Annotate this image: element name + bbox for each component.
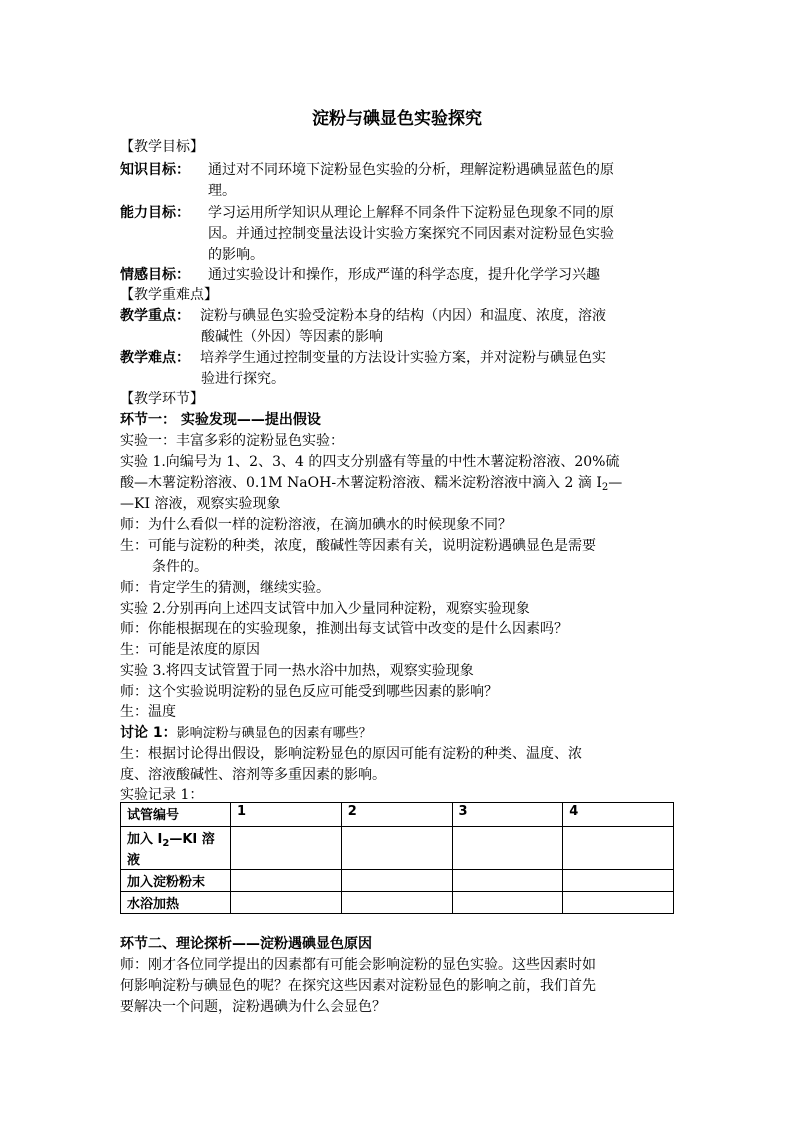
table-header-cell: 1 (231, 803, 342, 827)
teacher-q4: 师：这个实验说明淀粉的显色反应可能受到哪些因素的影响？ (120, 684, 498, 700)
difficulty-text-1: 培养学生通过控制变量的方法设计实验方案，并对淀粉与碘显色实 (200, 350, 606, 366)
row-label-part: 液 (127, 853, 141, 868)
teacher-q3: 师：你能根据现在的实验现象，推测出每支试管中改变的是什么因素吗？ (120, 621, 568, 637)
table-cell (231, 892, 342, 914)
exp1-line-2-text: 酸—木薯淀粉溶液、0.1M NaOH-木薯淀粉溶液、糯米淀粉溶液中滴入 2 滴 I (120, 475, 602, 491)
exp1-line-3: —KI 溶液，观察实验现象 (120, 496, 281, 512)
student-a3: 生：温度 (120, 704, 176, 720)
teacher-q5-line-1: 师：刚才各位同学提出的因素都有可能会影响淀粉的显色实验。这些因素时如 (120, 957, 596, 973)
row-label-part: —KI 溶 (169, 832, 215, 847)
focus-label: 教学重点： (120, 308, 190, 324)
row-label-sub: 2 (162, 838, 170, 849)
table-header-cell: 2 (341, 803, 452, 827)
step2-title: 环节二、理论探析——淀粉遇碘显色原因 (120, 936, 372, 952)
table-cell (563, 870, 674, 892)
discussion-1 (120, 723, 372, 744)
difficulty-text-2: 验进行探究。 (201, 371, 285, 387)
goals-header: 【教学目标】 (120, 139, 204, 155)
teacher-q5-line-2: 何影响淀粉与碘显色的呢？在探究这些因素对淀粉显色的影响之前，我们首先 (120, 978, 596, 994)
table-cell (563, 827, 674, 870)
table-row-label: 水浴加热 (121, 892, 231, 914)
key-header: 【教学重难点】 (120, 287, 218, 303)
emotion-label: 情感目标： (120, 267, 190, 283)
teacher-q5-line-3: 要解决一个问题，淀粉遇碘为什么会显色？ (120, 999, 386, 1015)
ability-text-3: 的影响。 (208, 247, 264, 263)
exp3: 实验 3.将四支试管置于同一热水浴中加热，观察实验现象 (120, 663, 474, 679)
table-cell (341, 827, 452, 870)
table-row (121, 803, 674, 827)
process-header: 【教学环节】 (120, 391, 204, 407)
table-row-label: 加入淀粉粉末 (121, 870, 231, 892)
student-a1-line-2: 条件的。 (152, 559, 208, 575)
student-a1-line-1: 生：可能与淀粉的种类，浓度，酸碱性等因素有关，说明淀粉遇碘显色是需要 (120, 538, 596, 554)
focus-text-2: 酸碱性（外因）等因素的影响 (201, 329, 383, 345)
step1-title: 环节一： 实验发现——提出假设 (120, 412, 321, 428)
row-label-part: 加入 I (127, 832, 163, 847)
difficulty-label: 教学难点： (120, 350, 190, 366)
table-cell (341, 870, 452, 892)
knowledge-goal (120, 160, 614, 180)
table-row (121, 870, 674, 892)
table-cell (452, 892, 563, 914)
teacher-q1: 师：为什么看似一样的淀粉溶液，在滴加碘水的时候现象不同？ (120, 517, 512, 533)
experiment-record-table (120, 802, 674, 914)
exp1-title: 实验一：丰富多彩的淀粉显色实验： (120, 433, 344, 449)
exp1-line-1: 实验 1.向编号为 1、2、3、4 的四支分别盛有等量的中性木薯淀粉溶液、20%硫 (120, 454, 620, 470)
teaching-focus (120, 306, 606, 326)
page-title: 淀粉与碘显色实验探究 (312, 109, 482, 129)
emotion-goal (120, 265, 600, 285)
table-cell (452, 827, 563, 870)
exp2: 实验 2.分别再向上述四支试管中加入少量同种淀粉，观察实验现象 (120, 601, 530, 617)
table-cell (563, 892, 674, 914)
exp1-line-2-tail: — (608, 475, 623, 491)
table-header-cell: 4 (563, 803, 674, 827)
table-row (121, 892, 674, 914)
ability-text-1: 学习运用所学知识从理论上解释不同条件下淀粉显色现象不同的原 (208, 205, 614, 221)
discussion-label: 讨论 1： (120, 725, 177, 741)
ability-text-2: 因。并通过控制变量法设计实验方案探究不同因素对淀粉显色实验 (208, 226, 614, 242)
table-header-cell: 试管编号 (121, 803, 231, 827)
table-row-label (121, 827, 231, 870)
ability-goal (120, 203, 614, 223)
table-cell (341, 892, 452, 914)
teaching-difficulty (120, 348, 606, 368)
table-cell (231, 827, 342, 870)
knowledge-text-1: 通过对不同环境下淀粉显色实验的分析，理解淀粉遇碘显蓝色的原 (208, 162, 614, 178)
table-header-cell: 3 (452, 803, 563, 827)
teacher-q2: 师：肯定学生的猜测，继续实验。 (120, 580, 330, 596)
emotion-text-1: 通过实验设计和操作，形成严谨的科学态度，提升化学学习兴趣 (208, 267, 600, 283)
student-a4-line-2: 度、溶液酸碱性、溶剂等多重因素的影响。 (120, 767, 386, 783)
discussion-text: 影响淀粉与碘显色的因素有哪些？ (176, 726, 372, 741)
knowledge-label: 知识目标： (120, 162, 190, 178)
student-a2: 生：可能是浓度的原因 (120, 642, 260, 658)
exp1-line-2-sub: 2 (601, 482, 609, 493)
table-row (121, 827, 674, 870)
table-cell (452, 870, 563, 892)
focus-text-1: 淀粉与碘显色实验受淀粉本身的结构（内因）和温度、浓度，溶液 (200, 308, 606, 324)
student-a4-line-1: 生：根据讨论得出假设，影响淀粉显色的原因可能有淀粉的种类、温度、浓 (120, 746, 582, 762)
ability-label: 能力目标： (120, 205, 190, 221)
table-cell (231, 870, 342, 892)
record-title: 实验记录 1： (120, 787, 204, 803)
knowledge-text-2: 理。 (208, 183, 236, 199)
